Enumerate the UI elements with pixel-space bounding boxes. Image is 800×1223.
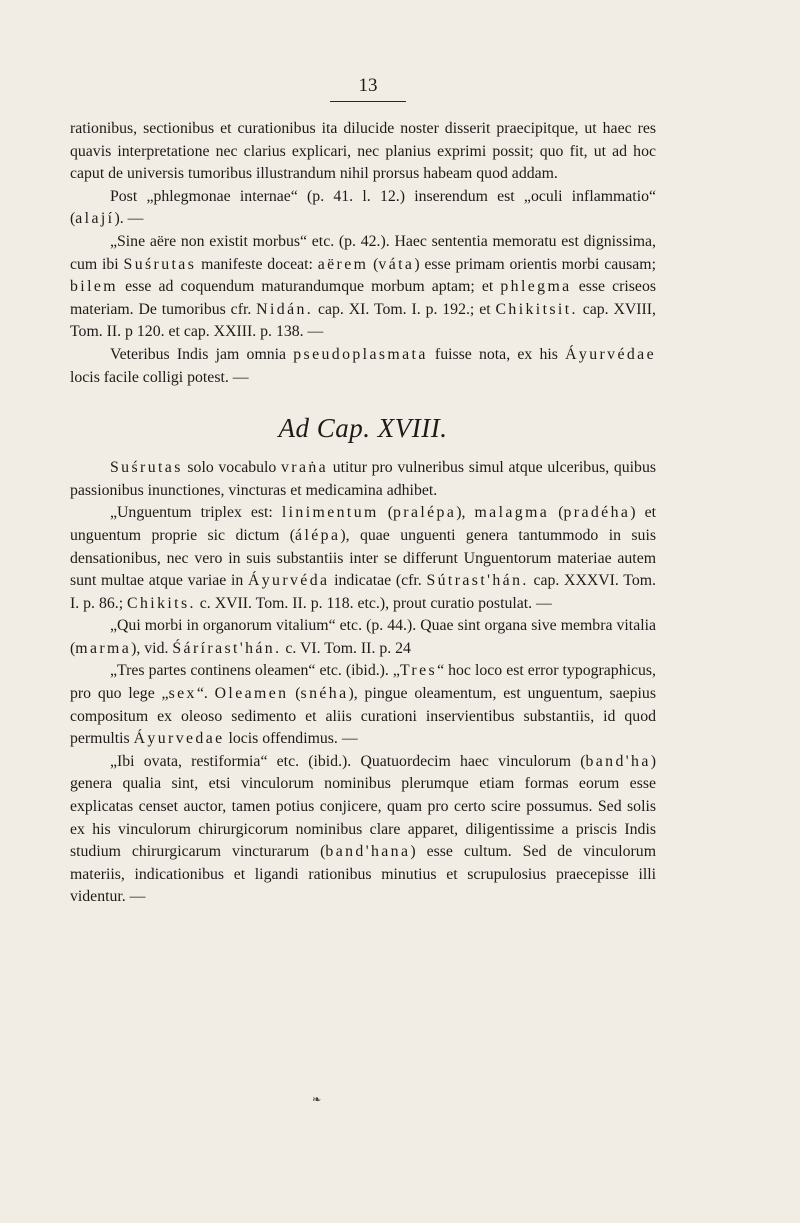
text-run: rationibus, sectionibus et curationibus ita dilucide noster disserit praecipitque, ut haec res quavis interpretatione nec clarius explicari, nec planius exprimi possit; quo fit, ut ad hoc caput de universis tumoribus illustrandum nihil prorsus habeam quod addam. <box>70 120 656 183</box>
text-run: utitur pro vulneribus simul atque ulceribus, quibus passionibus inunctiones, vincturas et medicamina adhibet. <box>70 459 656 499</box>
spaced-term: Áyurvedae <box>133 730 225 748</box>
paragraph <box>70 751 656 909</box>
spaced-term: pradéha <box>563 504 631 522</box>
spaced-term: Tres <box>399 662 438 680</box>
text-run: manifeste doceat: <box>196 255 318 273</box>
spaced-term: Áyurvéda <box>247 572 330 590</box>
text-run: „Sine aëre non existit morbus“ etc. (p. 42.). Haec sententia memoratu est dignissima, cum ibi <box>70 232 656 273</box>
text-run: ( <box>549 504 564 522</box>
spaced-term: aërem <box>317 255 369 273</box>
paragraph <box>70 186 656 231</box>
text-run: c. VI. Tom. II. p. 24 <box>281 639 411 657</box>
text-run: solo vocabulo <box>182 459 281 477</box>
text-run: locis offendimus. — <box>224 730 358 748</box>
text-run: ( <box>288 685 301 703</box>
spaced-term: pseudoplasmata <box>293 345 428 363</box>
text-run: ( <box>368 255 379 273</box>
text-run: c. XVII. Tom. II. p. 118. etc.), prout curatio postulat. — <box>195 594 552 612</box>
text-run: esse ad coquendum maturandumque morbum aptam; et <box>117 278 501 296</box>
spaced-term: Áyurvédae <box>565 345 656 363</box>
text-run: „Tres partes continens oleamen“ etc. (ibid.). „ <box>110 662 400 680</box>
page-number: 13 <box>358 75 378 96</box>
text-run: „Ibi ovata, restiformia“ etc. (ibid.). Quatuordecim haec vinculorum ( <box>110 752 586 770</box>
body-text <box>70 118 656 909</box>
paragraph <box>70 344 656 389</box>
text-run: ) genera qualia sint, etsi vinculorum nominibus plerumque etiam formas eorum esse explicatas censet auctor, tamen potius conjicere, quam pro certo scire possumus. Sed solis ex his vinculorum chirurgicorum nominibus clare apparet, diligentissime a priscis Indis studium chirurgicarum vincturarum ( <box>70 752 656 861</box>
text-run: cap. XXXVI. Tom. I. p. 86.; <box>70 572 656 612</box>
spaced-term: Chikitsit. <box>495 300 578 318</box>
text-run: “. <box>196 685 215 703</box>
text-run: esse criseos materiam. De tumoribus cfr. <box>70 278 656 318</box>
spaced-term: pralépa <box>392 504 457 522</box>
printer-ornament: ❧ <box>312 1094 322 1106</box>
text-run: locis facile colligi potest. — <box>70 368 249 386</box>
spaced-term: malagma <box>474 504 550 522</box>
spaced-term: bilem <box>70 278 118 296</box>
spaced-term: linimentum <box>281 504 379 522</box>
page-number-rule <box>330 101 406 102</box>
spaced-term: phlegma <box>500 278 572 296</box>
text-run: cap. XI. Tom. I. p. 192.; et <box>313 300 496 318</box>
spaced-term: Śárírast'hán. <box>172 639 282 657</box>
text-run: ), quae unguenti genera tantummodo in suis densationibus, nec vero in suis substantiis inter se differunt Unguentorum materiae autem sunt multae atque variae in <box>70 526 656 590</box>
text-run: ) esse cultum. Sed de vinculorum materiis, indicationibus et ligandi rationibus minutius et scrupulosius praecepisse illi videntur. — <box>70 843 656 906</box>
spaced-term: band'ha <box>585 752 651 770</box>
spaced-term: sex <box>168 685 197 703</box>
spaced-term: Suśrutas <box>110 459 183 477</box>
spaced-term: marma <box>75 639 132 657</box>
spaced-term: álépa <box>295 526 341 544</box>
text-run: ), vid. <box>131 639 173 657</box>
text-run: ( <box>378 504 393 522</box>
paragraph <box>70 660 656 750</box>
paragraph <box>70 231 656 344</box>
text-run: „Unguentum triplex est: <box>110 504 282 522</box>
paragraph <box>70 118 656 186</box>
paragraph <box>70 615 656 660</box>
spaced-term: Suśrutas <box>123 255 197 273</box>
paragraph <box>70 457 656 502</box>
spaced-term: Chikits. <box>127 594 196 612</box>
spaced-term: Nidán. <box>256 300 314 318</box>
spaced-term: vraṅa <box>280 459 329 477</box>
spaced-term: alají <box>75 210 115 228</box>
text-run: Post „phlegmonae internae“ (p. 41. l. 12.) inserendum est „oculi inflammatio“ ( <box>70 187 656 228</box>
text-run: „Qui morbi in organorum vitalium“ etc. (p. 44.). Quae sint organa sive membra vitalia ( <box>70 617 656 657</box>
text-run: ) esse primam orientis morbi causam; <box>414 255 656 273</box>
text-run: fuisse nota, ex his <box>427 345 566 363</box>
section-heading: Ad Cap. XVIII. <box>278 413 448 444</box>
spaced-term: váta <box>378 255 415 273</box>
text-run: “ hoc loco est error typographicus, pro quo lege „ <box>70 662 656 703</box>
spaced-term: band'hana <box>325 843 411 861</box>
paragraph <box>70 502 656 615</box>
text-run: ). — <box>114 210 144 228</box>
text-run: ), <box>456 504 475 522</box>
spaced-term: Sútrast'hán. <box>426 572 529 590</box>
text-run: cap. XVIII, Tom. II. p 120. et cap. XXIII. p. 138. — <box>70 300 656 341</box>
spaced-term: Oleamen <box>214 685 289 703</box>
text-run: ), pingue oleamentum, est unguentum, saepius compositum ex oleoso sedimento et aliis curationi inservientibus substantiis, id quod permultis <box>70 685 656 748</box>
text-run: ) et unguentum proprie sic dictum ( <box>70 504 656 544</box>
spaced-term: snéha <box>300 685 349 703</box>
text-run: Veteribus Indis jam omnia <box>110 345 294 363</box>
text-run: indicatae (cfr. <box>329 572 427 590</box>
